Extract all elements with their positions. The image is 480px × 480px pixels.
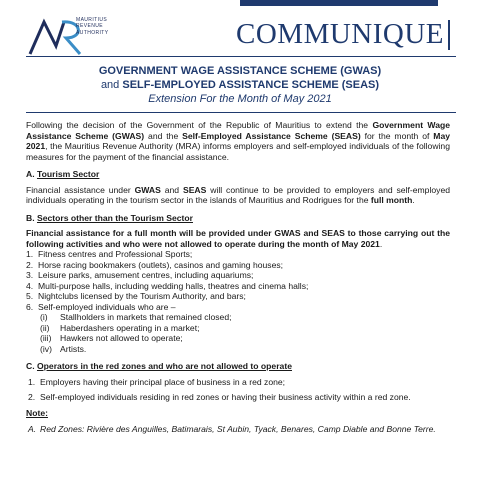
logo-text: MAURITIUS REVENUE AUTHORITY	[76, 17, 109, 36]
document-body	[26, 120, 450, 435]
document-titles	[0, 64, 480, 107]
sublist-item: (iii) Hawkers not allowed to operate;	[40, 333, 183, 343]
communique-title: COMMUNIQUE	[236, 18, 444, 50]
section-a-paragraph: Financial assistance under GWAS and SEAS will continue to be provided to employers and self-employed individuals operating in the tourism sector in the islands of Mauritius and Rodrigues for the full month.	[26, 184, 451, 205]
intro-paragraph: Following the decision of the Government of the Republic of Mauritius to extend the Government Wage Assistance Scheme (GWAS) and the Self-Employed Assistance Scheme (SEAS) for the month of May 2021, the Mauritius Revenue Authority (MRA) informs employers and self-employed individuals of the following measures for the payment of the financial assistance.	[26, 120, 450, 162]
list-item: 1. Employers having their principal place of business in a red zone;	[28, 376, 286, 387]
section-b-list	[26, 249, 450, 312]
title-rule-top	[26, 56, 456, 57]
sublist-item: (ii) Haberdashers operating in a market;	[40, 322, 200, 333]
note-heading: Note:	[26, 407, 48, 418]
header-bar	[240, 0, 438, 6]
title-line-3: Extension For the Month of May 2021	[148, 93, 332, 105]
header-divider	[448, 20, 450, 50]
list-item: 1. Fitness centres and Professional Sports;	[26, 249, 193, 259]
title-line-2: and SELF-EMPLOYED ASSISTANCE SCHEME (SEAS)	[100, 79, 380, 91]
note-item: A. Red Zones: Rivière des Anguilles, Batimarais, St Aubin, Tyack, Benares, Camp Diable and Bonne Terre.	[28, 424, 436, 434]
title-line-1: GOVERNMENT WAGE ASSISTANCE SCHEME (GWAS)	[98, 65, 382, 77]
list-item: 5. Nightclubs licensed by the Tourism Authority, and bars;	[26, 291, 246, 301]
list-item: 2. Horse racing bookmakers (outlets), casinos and gaming houses;	[26, 259, 284, 270]
list-item: 3. Leisure parks, amusement centres, including aquariums;	[26, 270, 254, 280]
list-item: 2. Self-employed individuals residing in red zones or having their business activity within a red zone.	[28, 392, 411, 402]
sublist-item: (i) Stallholders in markets that remained closed;	[40, 312, 232, 322]
section-b-heading: B. Sectors other than the Tourism Sector	[26, 212, 193, 223]
section-b-lead: Financial assistance for a full month will be provided under GWAS and SEAS to those carrying out the following activities and who were not allowed to operate during the month of May 2021.	[26, 228, 450, 249]
section-b-sublist	[40, 312, 450, 354]
list-item: 6. Self-employed individuals who are –	[26, 301, 176, 312]
section-a-heading: A. Tourism Sector	[26, 169, 100, 179]
title-rule-bottom	[26, 112, 456, 113]
list-item: 4. Multi-purpose halls, including wedding halls, theatres and cinema halls;	[26, 280, 309, 291]
section-c-heading: C. Operators in the red zones and who are not allowed to operate	[26, 361, 292, 371]
sublist-item: (iv) Artists.	[40, 343, 87, 354]
